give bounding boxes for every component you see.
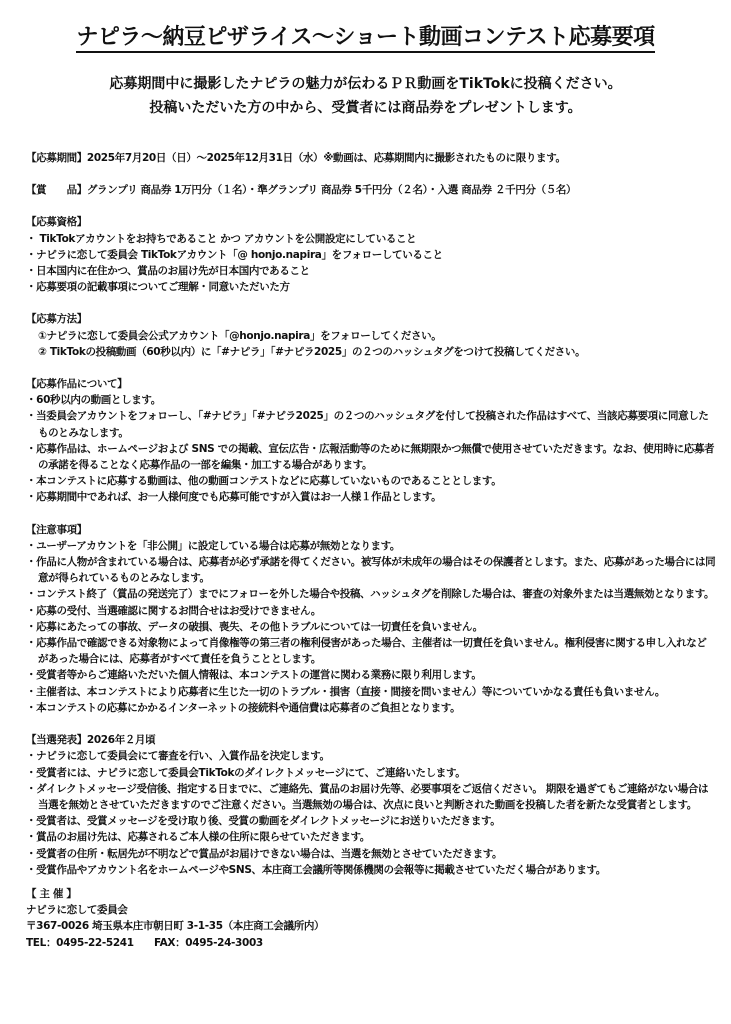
section-heading: 【応募資格】 (26, 216, 87, 229)
section-heading: 【 主 催 】 (26, 887, 77, 900)
organizer-address: 〒367-0026 埼玉県本庄市朝日町 3-1-35（本庄商工会議所内） (26, 920, 325, 933)
list-item: ・応募の受付、当選確認に関するお問合せはお受けできません。 (26, 604, 321, 617)
list-item: ・主催者は、本コンテストにより応募者に生じた一切のトラブル・損害（直接・間接を問いません）等についていかなる責任も負いません。 (26, 685, 666, 698)
section-heading: 【応募作品について】 (26, 378, 128, 391)
page-title-text: ナピラ〜納豆ピザライス〜ショート動画コンテスト応募要項 (76, 25, 654, 53)
list-item: ・60秒以内の動画とします。 (26, 394, 161, 407)
list-item: ・ナピラに恋して委員会にて審査を行い、入賞作品を決定します。 (26, 750, 330, 763)
guidelines-body (26, 150, 716, 951)
method-section (26, 311, 716, 360)
list-item: ・本コンテストの応募にかかるインターネットの接続料や通信費は応募者のご負担となります。 (26, 701, 461, 714)
list-item: ・受賞者には、ナピラに恋して委員会TikTokのダイレクトメッセージにて、ご連絡いたします。 (26, 766, 466, 779)
list-item: ・応募要項の記載事項についてご理解・同意いただいた方 (26, 281, 290, 294)
list-item: ② TikTokの投稿動画（60秒以内）に「#ナピラ」「#ナピラ2025」の２つのハッシュタグをつけて投稿してください。 (38, 345, 586, 358)
list-item: ・コンテスト終了（賞品の発送完了）までにフォローを外した場合や投稿、ハッシュタグを削除した場合は、審査の対象外または当選無効となります。 (26, 588, 715, 601)
works-section (26, 376, 716, 506)
list-item: ①ナピラに恋して委員会公式アカウント「@honjo.napira」をフォローしてください。 (38, 329, 442, 342)
list-item: ・当委員会アカウントをフォローし、「#ナピラ」「#ナピラ2025」の２つのハッシュタグを付して投稿された作品はすべて、当該応募要項に同意したものとみなします。 (26, 410, 709, 439)
list-item: ・ TikTokアカウントをお持ちであること かつ アカウントを公開設定にしていること (26, 232, 417, 245)
announcement-section (26, 732, 716, 878)
list-item: ・応募期間中であれば、お一人様何度でも応募可能ですが入賞はお一人様１作品とします。 (26, 491, 442, 504)
list-item: ・応募作品で確認できる対象物によって肖像権等の第三者の権利侵害があった場合、主催者は一切責任を負いません。権利侵害に関する申し入れなどがあった場合には、応募者がすべて責任を負うこととします。 (26, 637, 707, 666)
eligibility-section (26, 214, 716, 295)
list-item: ・ダイレクトメッセージ受信後、指定する日までに、ご連絡先、賞品のお届け先等、必要事項をご返信ください。 期限を過ぎてもご連絡がない場合は当選を無効とさせていただきますのでご注意ください。当選無効の場合は、次点に良いと判断された動画を投稿した者を新たな受賞者とします。 (26, 782, 709, 811)
list-item: ・ユーザーアカウントを「非公開」に設定している場合は応募が無効となります。 (26, 539, 401, 552)
intro-line: 投稿いただいた方の中から、受賞者には商品券をプレゼントします。 (149, 100, 582, 116)
list-item: ・ナピラに恋して委員会 TikTokアカウント「@ honjo.napira」をフォローしていること (26, 248, 443, 261)
list-item: ・応募にあたっての事故、データの破損、喪失、その他トラブルについては一切責任を負いません。 (26, 620, 483, 633)
list-item: ・作品に人物が含まれている場合は、応募者が必ず承諾を得てください。被写体が未成年の場合はその保護者とします。また、応募があった場合には同意が得られているものとみなします。 (26, 556, 716, 585)
intro-message (0, 72, 731, 120)
section-heading: 【応募方法】 (26, 313, 87, 326)
application-period: 【応募期間】2025年7月20日（日）〜2025年12月31日（水）※動画は、応募期間内に撮影されたものに限ります。 (26, 152, 566, 164)
section-heading: 【当選発表】2026年２月頃 (26, 734, 156, 747)
prizes: 【賞 品】グランプリ 商品券 1万円分（１名）・準グランプリ 商品券 5千円分（２名）・入選 商品券 ２千円分（５名） (26, 184, 577, 197)
notes-section (26, 522, 716, 716)
organizer-section (26, 886, 716, 951)
list-item: ・受賞者等からご連絡いただいた個人情報は、本コンテストの運営に関わる業務に限り利用します。 (26, 669, 482, 682)
intro-line: 応募期間中に撮影したナピラの魅力が伝わるＰＲ動画をTikTokに投稿ください。 (109, 76, 622, 92)
list-item: ・受賞者の住所・転居先が不明などで賞品がお届けできない場合は、当選を無効とさせていただきます。 (26, 847, 503, 860)
list-item: ・本コンテストに応募する動画は、他の動画コンテストなどに応募していないものであることとします。 (26, 475, 502, 488)
organizer-name: ナピラに恋して委員会 (26, 904, 128, 917)
list-item: ・賞品のお届け先は、応募されるご本人様の住所に限らせていただきます。 (26, 831, 370, 844)
organizer-contact: TEL：0495-22-5241 FAX：0495-24-3003 (26, 936, 263, 949)
list-item: ・受賞者は、受賞メッセージを受け取り後、受賞の動画をダイレクトメッセージにお送りいただきます。 (26, 815, 501, 828)
list-item: ・応募作品は、ホームページおよび SNS での掲載、宣伝広告・広報活動等のために無期限かつ無償で使用させていただきます。なお、使用時に応募者の承諾を得ることなく応募作品の一部を編集・加工する場合があります。 (26, 442, 715, 472)
section-heading: 【注意事項】 (26, 523, 87, 536)
page-title (0, 20, 731, 51)
list-item: ・日本国内に在住かつ、賞品のお届け先が日本国内であること (26, 265, 310, 278)
list-item: ・受賞作品やアカウント名をホームページやSNS、本庄商工会議所等関係機関の会報等に掲載させていただく場合があります。 (26, 863, 606, 876)
